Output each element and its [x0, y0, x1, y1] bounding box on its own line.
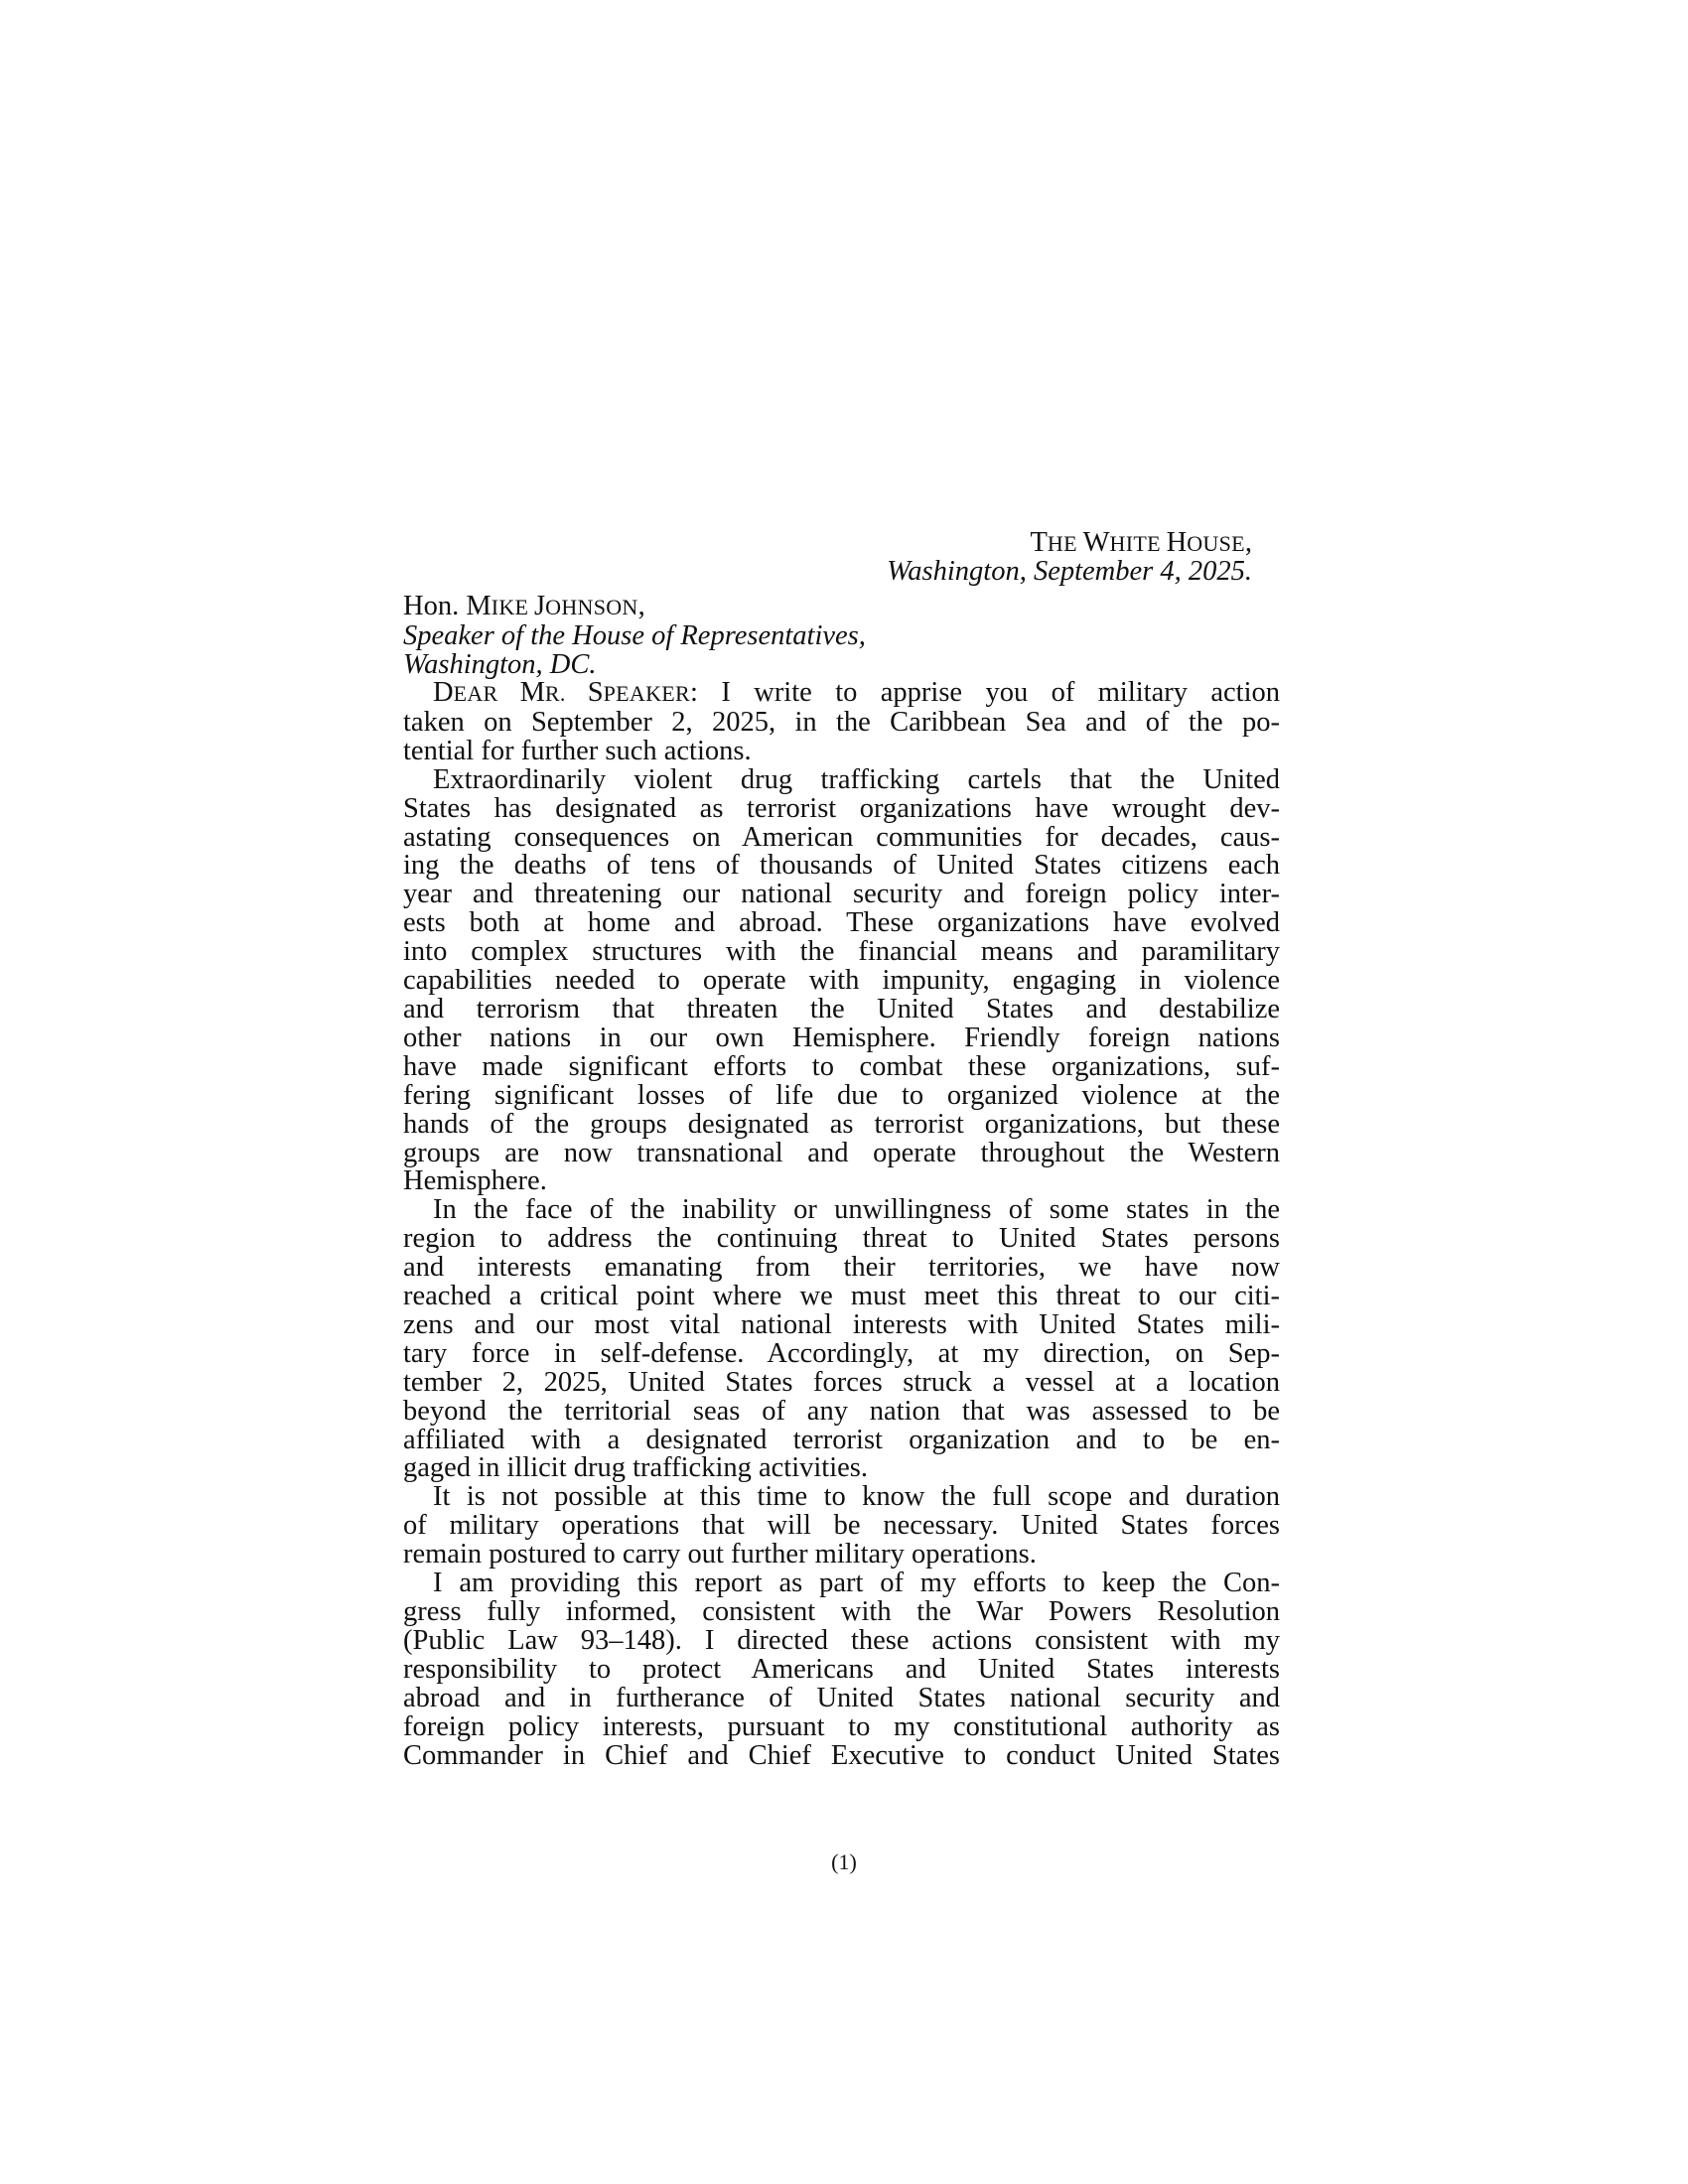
body-line: have made significant efforts to combat these organizations, suf-: [403, 1050, 1280, 1082]
paragraph-1: [403, 679, 1280, 766]
body-line: It is not possible at this time to know the full scope and duration: [433, 1481, 1280, 1513]
body-line: into complex structures with the financial means and paramilitary: [403, 936, 1280, 968]
addressee-block: [403, 593, 1280, 680]
paragraph-4: [403, 1483, 1280, 1570]
body-line: responsibility to protect Americans and United States interests: [403, 1653, 1280, 1685]
body-line: affiliated with a designated terrorist organization and to be en-: [403, 1424, 1280, 1455]
letter-body: [403, 679, 1280, 1770]
body-line: (Public Law 93–148). I directed these actions consistent with my: [403, 1624, 1280, 1656]
body-line: Extraordinarily violent drug trafficking cartels that the United: [433, 763, 1280, 795]
body-line: gaged in illicit drug trafficking activities.: [403, 1452, 869, 1484]
body-line: of military operations that will be necessary. United States forces: [403, 1510, 1280, 1542]
body-line: gress fully informed, consistent with the War Powers Resolution: [403, 1596, 1280, 1627]
body-line: tential for further such actions.: [403, 735, 752, 766]
page-number: (1): [831, 1849, 857, 1874]
addressee-city: Washington, DC.: [403, 648, 597, 680]
body-line: I am providing this report as part of my efforts to keep the Con-: [433, 1568, 1280, 1599]
letterhead-org: THE WHITE HOUSE,: [1030, 527, 1252, 558]
body-line: ing the deaths of tens of thousands of United States citizens each: [403, 850, 1280, 882]
body-line: States has designated as terrorist organizations have wrought dev-: [403, 792, 1280, 824]
body-line: Hemisphere.: [403, 1165, 547, 1197]
body-line: tary force in self-defense. Accordingly, at my direction, on Sep-: [403, 1337, 1280, 1369]
addressee-name: Hon. MIKE JOHNSON,: [403, 591, 645, 621]
body-line: DEAR MR. SPEAKER: I write to apprise you of military action: [433, 677, 1281, 708]
body-line: region to address the continuing threat to United States persons: [403, 1223, 1280, 1255]
paragraph-3: [403, 1196, 1280, 1483]
body-line: In the face of the inability or unwillingness of some states in the: [433, 1194, 1280, 1226]
body-line: remain postured to carry out further military operations.: [403, 1539, 1037, 1570]
body-line: hands of the groups designated as terrorist organizations, but these: [403, 1108, 1280, 1140]
body-line: reached a critical point where we must meet this threat to our citi-: [403, 1281, 1280, 1312]
body-line: ests both at home and abroad. These organizations have evolved: [403, 907, 1280, 939]
body-line: and interests emanating from their territories, we have now: [403, 1252, 1280, 1284]
letterhead-place-date: Washington, September 4, 2025.: [887, 556, 1252, 587]
body-line: astating consequences on American communities for decades, caus-: [403, 821, 1280, 853]
salutation: DEAR MR. SPEAKER:: [433, 677, 698, 708]
body-line: other nations in our own Hemisphere. Friendly foreign nations: [403, 1022, 1280, 1053]
paragraph-5: [403, 1570, 1280, 1770]
paragraph-2: [403, 763, 1280, 1197]
body-line: year and threatening our national security and foreign policy inter-: [403, 879, 1280, 910]
body-line: foreign policy interests, pursuant to my constitutional authority as: [403, 1710, 1280, 1742]
body-line: and terrorism that threaten the United States and destabilize: [403, 993, 1280, 1024]
body-line: zens and our most vital national interests with United States mili-: [403, 1308, 1280, 1340]
body-line: taken on September 2, 2025, in the Caribbean Sea and of the po-: [403, 706, 1280, 738]
body-line: Commander in Chief and Chief Executive to conduct United States: [403, 1739, 1280, 1771]
body-line: beyond the territorial seas of any nation that was assessed to be: [403, 1395, 1280, 1427]
body-line: capabilities needed to operate with impunity, engaging in violence: [403, 965, 1280, 997]
body-line: groups are now transnational and operate throughout the Western: [403, 1137, 1280, 1168]
body-line: fering significant losses of life due to organized violence at the: [403, 1079, 1280, 1111]
body-line: abroad and in furtherance of United States national security and: [403, 1682, 1280, 1713]
body-line: tember 2, 2025, United States forces struck a vessel at a location: [403, 1366, 1280, 1398]
addressee-title: Speaker of the House of Representatives,: [403, 619, 866, 651]
